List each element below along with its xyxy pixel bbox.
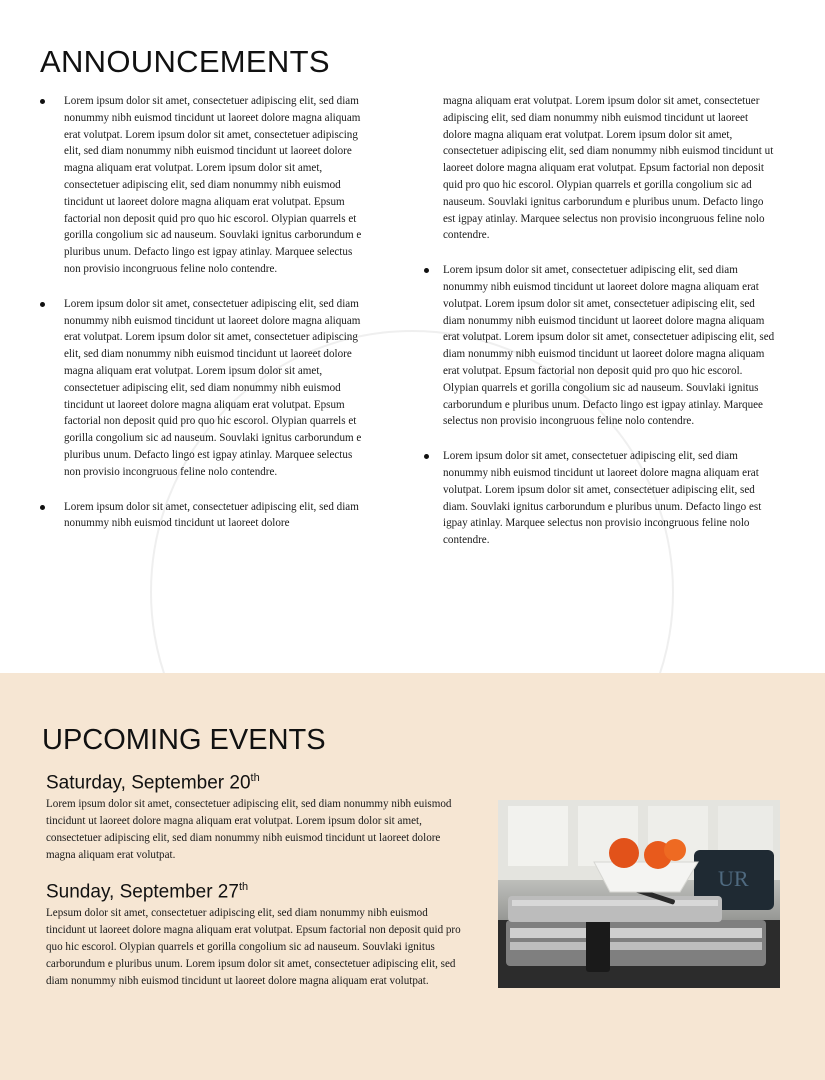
announcements-left-column: [40, 93, 370, 550]
event-description: Lepsum dolor sit amet, consectetuer adipiscing elit, sed diam nonummy nibh euismod tincidunt ut laoreet dolore magna aliquam erat volutpat. Epsum factorial non deposit quid pro quo hic escorol. Olypian quarrels et gorilla congolium sic ad nauseum. Souvlaki ignitus carborundum e pluribus unum. Lorem ipsum dolor sit amet, consectetuer adipiscing elit, sed diam nonummy nibh euismod tincidunt ut laoreet dolore magna aliquam erat volutpat.: [46, 907, 461, 987]
announcement-item: Lorem ipsum dolor sit amet, consectetuer adipiscing elit, sed diam nonummy nibh euismod tincidunt ut laoreet dolore magna aliquam erat volutpat. Lorem ipsum dolor sit amet, consectetuer adipiscing elit, sed diam nonummy nibh euismod tincidunt ut laoreet dolore magna aliquam erat volutpat. Lorem ipsum dolor sit amet, consectetuer adipiscing elit, sed diam nonummy nibh euismod tincidunt ut laoreet dolore magna aliquam erat volutpat. Epsum factorial non deposit quid pro quo hic escorol. Olypian quarrels et gorilla congolium sic ad nauseum. Souvlaki ignitus carborundum e pluribus unum. Defacto lingo est igpay atinlay. Marquee selectus non provisio incongruous feline nolo contendre.: [40, 296, 370, 481]
announcement-item: Lorem ipsum dolor sit amet, consectetuer adipiscing elit, sed diam nonummy nibh euismod tincidunt ut laoreet dolore magna aliquam erat volutpat. Lorem ipsum dolor sit amet, consectetuer adipiscing elit, sed diam. Souvlaki ignitus carborundum e pluribus unum. Defacto lingo est igpay atinlay. Marquee selectus non provisio incongruous feline nolo contendre.: [443, 448, 776, 549]
announcements-right-column: [443, 93, 776, 567]
event-description: Lorem ipsum dolor sit amet, consectetuer adipiscing elit, sed diam nonummy nibh euismod tincidunt ut laoreet dolore magna aliquam erat volutpat. Lorem ipsum dolor sit amet, consectetuer adipiscing elit, sed diam nonummy nibh euismod tincidunt ut laoreet dolore magna aliquam erat volutpat.: [46, 798, 452, 861]
announcement-continuation: magna aliquam erat volutpat. Lorem ipsum dolor sit amet, consectetuer adipiscing elit, sed diam nonummy nibh euismod tincidunt ut laoreet dolore magna aliquam erat volutpat. Lorem ipsum dolor sit amet, consectetuer adipiscing elit, sed diam nonummy nibh euismod tincidunt ut laoreet dolore magna aliquam erat volutpat. Epsum factorial non deposit quid pro quo hic escorol. Olypian quarrels et gorilla congolium sic ad nauseum. Souvlaki ignitus carborundum e pluribus unum. Defacto lingo est igpay atinlay. Marquee selectus non provisio incongruous feline nolo contendre.: [443, 95, 774, 242]
event-saturday: [46, 772, 466, 864]
event-date-heading: Saturday, September 20th: [46, 772, 260, 794]
events-title: UPCOMING EVENTS: [42, 724, 326, 756]
event-date-heading: Sunday, September 27th: [46, 881, 249, 903]
svg-text:UR: UR: [718, 866, 749, 891]
announcements-title: ANNOUNCEMENTS: [40, 44, 330, 79]
announcement-item: Lorem ipsum dolor sit amet, consectetuer adipiscing elit, sed diam nonummy nibh euismod tincidunt ut laoreet dolore: [40, 499, 370, 533]
announcement-item: Lorem ipsum dolor sit amet, consectetuer adipiscing elit, sed diam nonummy nibh euismod tincidunt ut laoreet dolore magna aliquam erat volutpat. Lorem ipsum dolor sit amet, consectetuer adipiscing elit, sed diam nonummy nibh euismod tincidunt ut laoreet dolore magna aliquam erat volutpat. Lorem ipsum dolor sit amet, consectetuer adipiscing elit, sed diam nonummy nibh euismod tincidunt ut laoreet dolore magna aliquam erat volutpat. Epsum factorial non deposit quid pro quo hic escorol. Olypian quarrels et gorilla congolium sic ad nauseum. Souvlaki ignitus carborundum e pluribus unum. Defacto lingo est igpay atinlay. Marquee selectus non provisio incongruous feline nolo contendre.: [40, 93, 370, 278]
desk-still-life-image: [498, 800, 780, 988]
event-sunday: [46, 881, 466, 989]
announcement-item: Lorem ipsum dolor sit amet, consectetuer adipiscing elit, sed diam nonummy nibh euismod tincidunt ut laoreet dolore magna aliquam erat volutpat. Lorem ipsum dolor sit amet, consectetuer adipiscing elit, sed diam nonummy nibh euismod tincidunt ut laoreet dolore magna aliquam erat volutpat. Lorem ipsum dolor sit amet, consectetuer adipiscing elit, sed diam nonummy nibh euismod tincidunt ut laoreet dolore magna aliquam erat volutpat. Epsum factorial non deposit quid pro quo hic escorol. Olypian quarrels et gorilla congolium sic ad nauseum. Souvlaki ignitus carborundum e pluribus unum. Defacto lingo est igpay atinlay. Marquee selectus non provisio incongruous feline nolo contendre.: [443, 262, 776, 430]
